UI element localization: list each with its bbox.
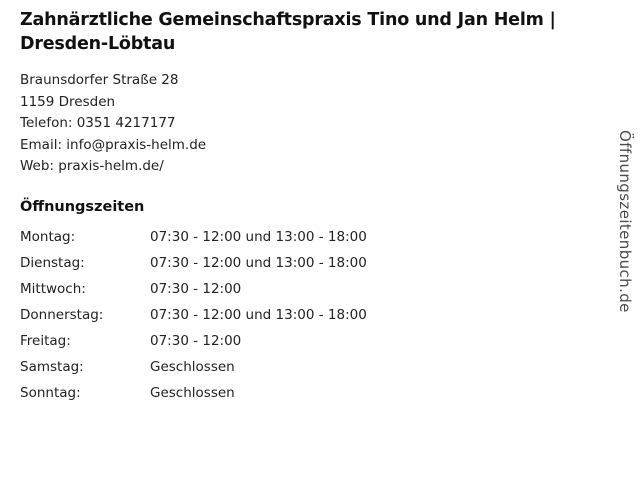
hours-time: 07:30 - 12:00 und 13:00 - 18:00 xyxy=(150,228,367,245)
table-row xyxy=(20,255,367,281)
hours-time: Geschlossen xyxy=(150,384,235,401)
address-city: 1159 Dresden xyxy=(20,93,116,110)
opening-hours-heading: Öffnungszeiten xyxy=(20,198,145,215)
table-row xyxy=(20,229,367,255)
table-row xyxy=(20,385,367,411)
address-phone: Telefon: 0351 4217177 xyxy=(20,115,176,132)
hours-day: Dienstag: xyxy=(20,254,85,271)
table-row xyxy=(20,333,367,359)
hours-day: Sonntag: xyxy=(20,384,81,401)
hours-day: Donnerstag: xyxy=(20,306,104,323)
hours-time: 07:30 - 12:00 und 13:00 - 18:00 xyxy=(150,254,367,271)
hours-time: 07:30 - 12:00 und 13:00 - 18:00 xyxy=(150,306,367,323)
hours-time: 07:30 - 12:00 xyxy=(150,332,242,349)
table-row xyxy=(20,281,367,307)
hours-day: Mittwoch: xyxy=(20,280,86,297)
content-column xyxy=(20,8,600,411)
hours-day: Montag: xyxy=(20,228,76,245)
address-street: Braunsdorfer Straße 28 xyxy=(20,72,179,89)
hours-day: Freitag: xyxy=(20,332,71,349)
watermark-label: Öffnungszeitenbuch.de xyxy=(616,130,634,313)
address-email: Email: info@praxis-helm.de xyxy=(20,136,207,153)
hours-day: Samstag: xyxy=(20,358,84,375)
hours-time: 07:30 - 12:00 xyxy=(150,280,242,297)
table-row xyxy=(20,307,367,333)
hours-time: Geschlossen xyxy=(150,358,235,375)
table-row xyxy=(20,359,367,385)
address-web: Web: praxis-helm.de/ xyxy=(20,158,164,175)
opening-hours-table xyxy=(20,229,367,411)
address-block xyxy=(20,70,600,178)
page-title: Zahnärztliche Gemeinschaftspraxis Tino und Jan Helm | Dresden-Löbtau xyxy=(20,10,556,55)
